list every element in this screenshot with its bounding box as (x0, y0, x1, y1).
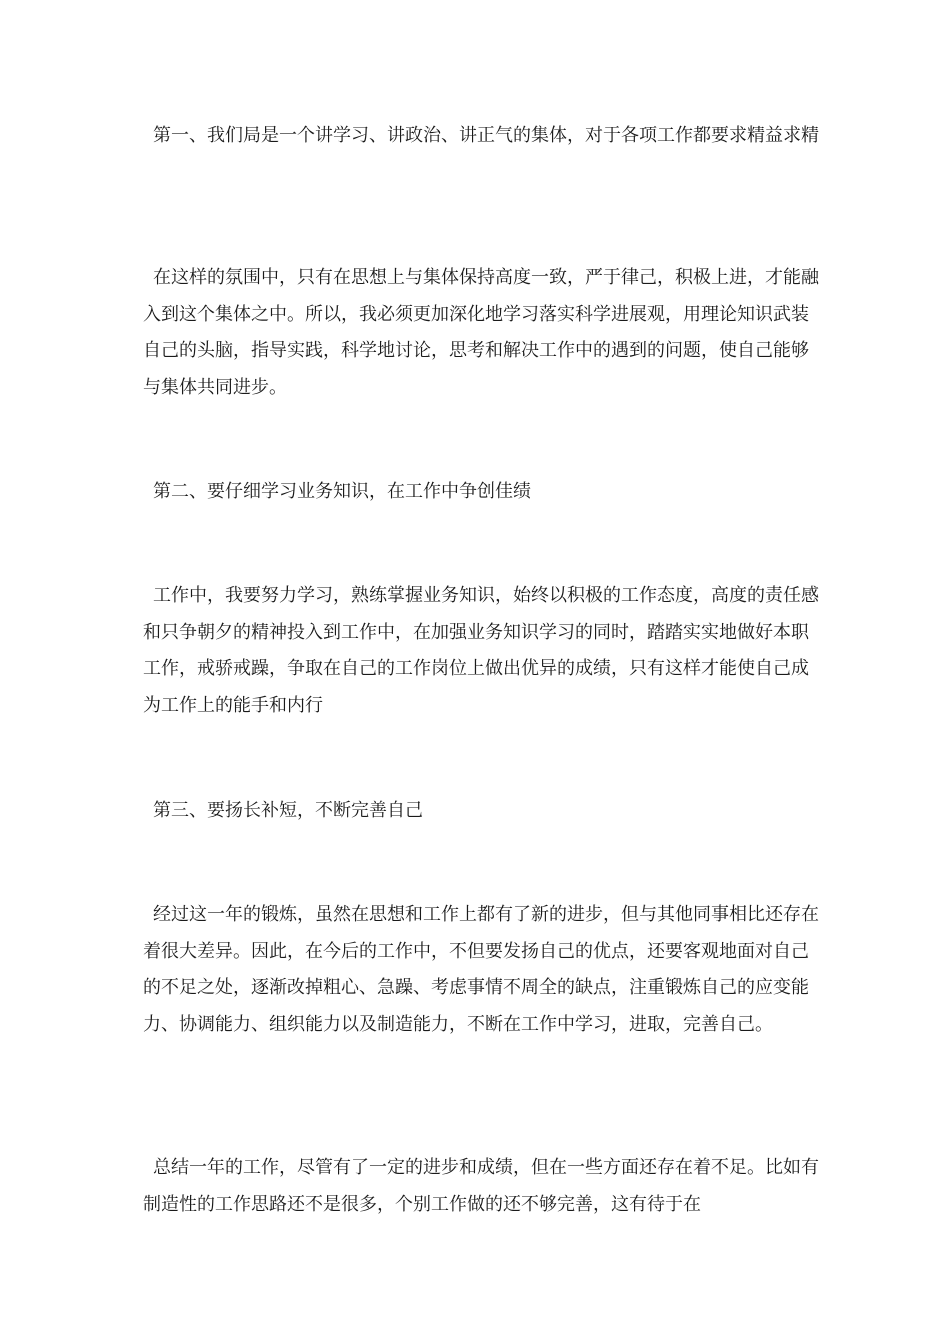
section-heading-2: 第二、要仔细学习业务知识，在工作中争创佳绩 (153, 481, 531, 502)
body-paragraph-1: 在这样的氛围中，只有在思想上与集体保持高度一致，严于律己，积极上进，才能融入到这个集体之中。所以，我必须更加深化地学习落实科学进展观，用理论知识武装自己的头脑，指导实践，科学地讨论，思考和解决工作中的遇到的问题，使自己能够与集体共同进步。 (143, 267, 819, 398)
body-paragraph-3: 经过这一年的锻炼，虽然在思想和工作上都有了新的进步，但与其他同事相比还存在着很大差异。因此，在今后的工作中，不但要发扬自己的优点，还要客观地面对自己的不足之处，逐渐改掉粗心、急躁、考虑事情不周全的缺点，注重锻炼自己的应变能力、协调能力、组织能力以及制造能力，不断在工作中学习，进取，完善自己。 (143, 904, 819, 1035)
summary-paragraph: 总结一年的工作，尽管有了一定的进步和成绩，但在一些方面还存在着不足。比如有制造性的工作思路还不是很多，个别工作做的还不够完善，这有待于在 (143, 1157, 819, 1215)
section-heading-3: 第三、要扬长补短，不断完善自己 (153, 800, 423, 821)
body-paragraph-2: 工作中，我要努力学习，熟练掌握业务知识，始终以积极的工作态度，高度的责任感和只争朝夕的精神投入到工作中，在加强业务知识学习的同时，踏踏实实地做好本职工作，戒骄戒躁，争取在自己的工作岗位上做出优异的成绩，只有这样才能使自己成为工作上的能手和内行 (143, 585, 819, 716)
section-heading-1: 第一、我们局是一个讲学习、讲政治、讲正气的集体，对于各项工作都要求精益求精 (153, 125, 819, 146)
